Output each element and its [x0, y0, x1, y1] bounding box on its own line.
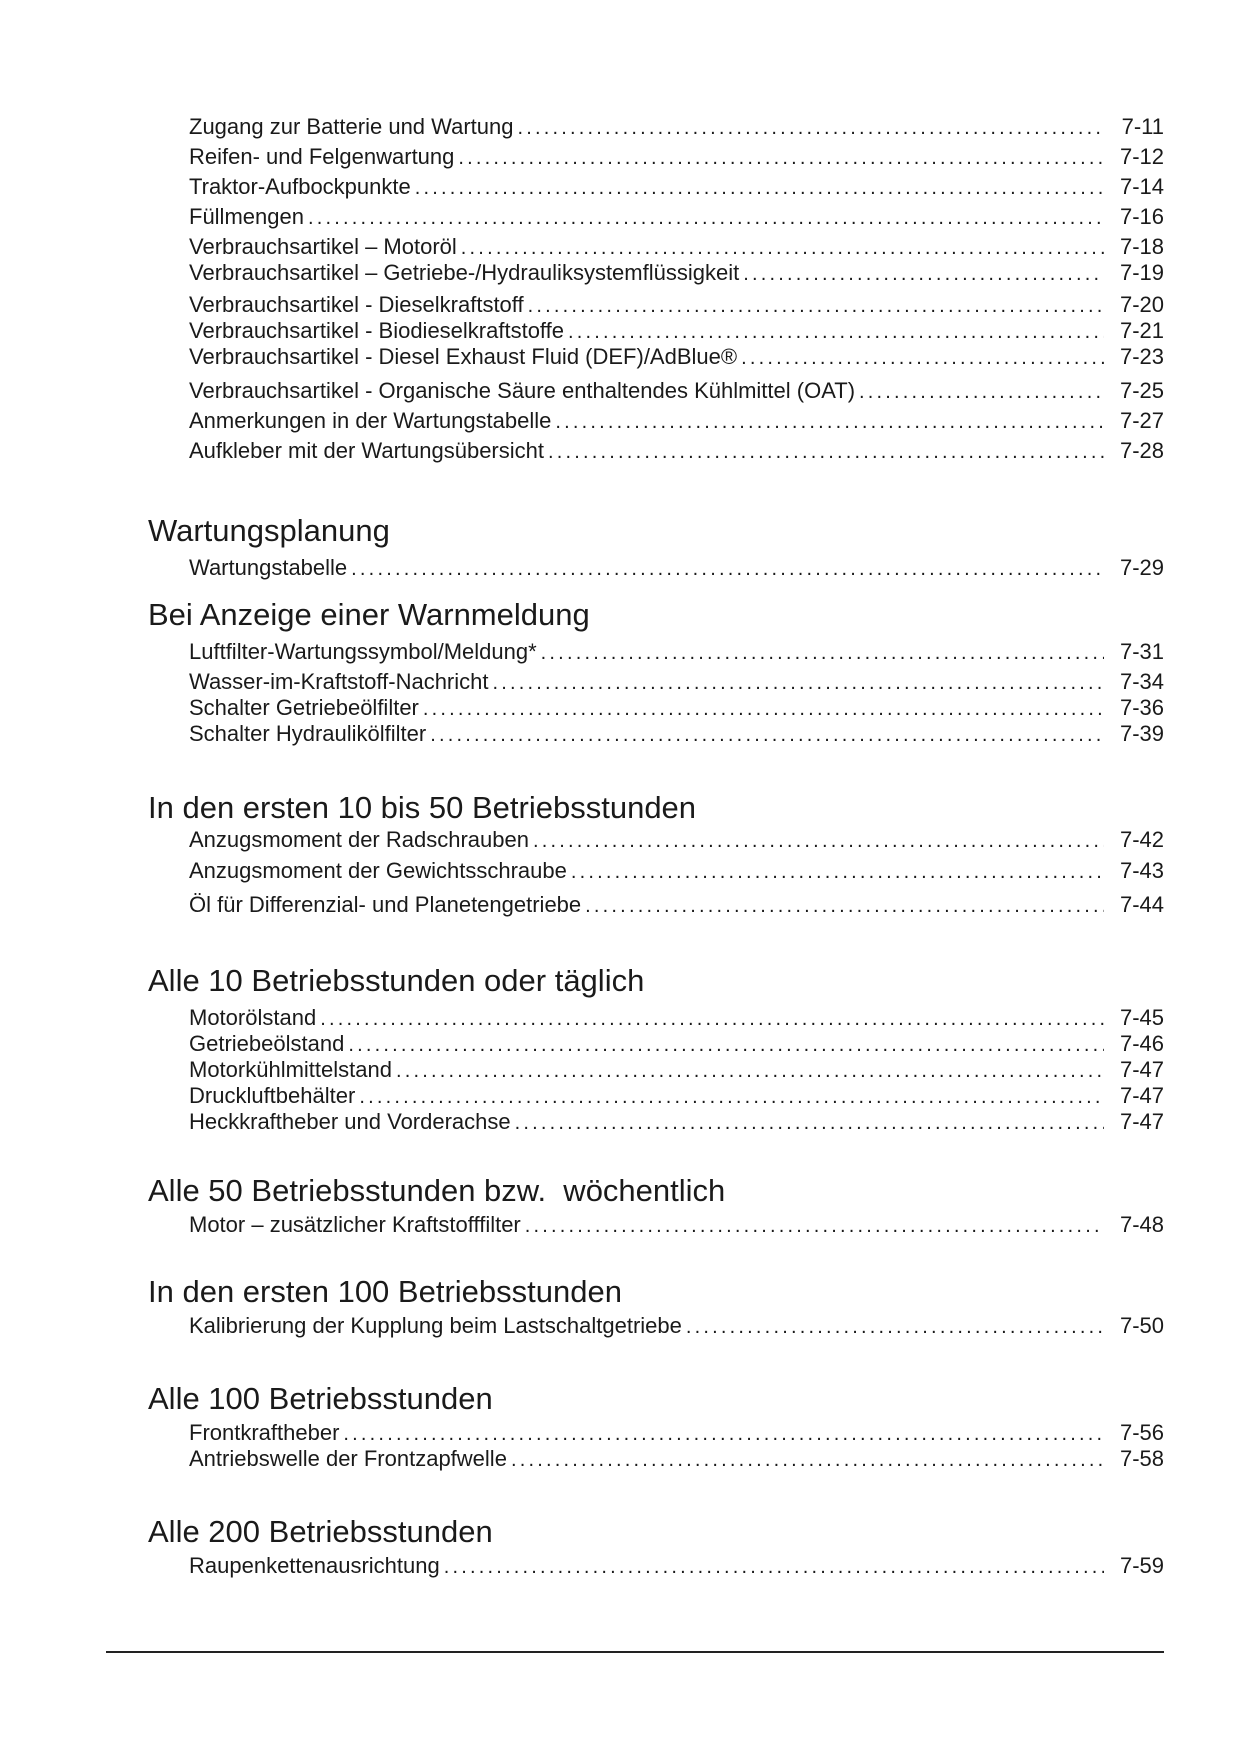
- toc-entry-label: Aufkleber mit der Wartungsübersicht: [189, 438, 544, 463]
- toc-entry[interactable]: [189, 1210, 1164, 1238]
- toc-entry-label: Reifen- und Felgenwartung: [189, 144, 455, 169]
- toc-entry-page: 7-39: [1119, 721, 1164, 746]
- toc-entry[interactable]: [189, 290, 1164, 318]
- leader-dots: [320, 1007, 1104, 1031]
- toc-entry-page: 7-25: [1119, 378, 1164, 403]
- toc-entry[interactable]: [189, 436, 1164, 464]
- leader-dots: [585, 894, 1104, 918]
- section-heading: Alle 10 Betriebsstunden oder täglich: [148, 963, 645, 998]
- toc-entry-label: Zugang zur Batterie und Wartung: [189, 114, 514, 139]
- toc-entry[interactable]: [189, 1081, 1164, 1109]
- leader-dots: [430, 723, 1104, 747]
- toc-entry-page: 7-46: [1119, 1031, 1164, 1056]
- toc-entry-label: Motorölstand: [189, 1005, 317, 1030]
- toc-entry[interactable]: [189, 202, 1164, 230]
- toc-entry-page: 7-20: [1119, 292, 1164, 317]
- toc-entry[interactable]: [189, 406, 1164, 434]
- toc-entry-page: 7-47: [1119, 1057, 1164, 1082]
- leader-dots: [525, 1214, 1104, 1238]
- toc-entry-page: 7-21: [1119, 318, 1164, 343]
- footer-divider: [106, 1651, 1164, 1653]
- section-heading: Wartungsplanung: [148, 513, 390, 548]
- toc-entry[interactable]: [189, 1418, 1164, 1446]
- toc-entry-page: 7-45: [1119, 1005, 1164, 1030]
- toc-entry-label: Frontkraftheber: [189, 1420, 340, 1445]
- leader-dots: [741, 346, 1104, 370]
- toc-entry-label: Wasser-im-Kraftstoff-Nachricht: [189, 669, 489, 694]
- toc-entry-label: Verbrauchsartikel - Dieselkraftstoff: [189, 292, 524, 317]
- toc-entry-label: Verbrauchsartikel - Biodieselkraftstoffe: [189, 318, 564, 343]
- leader-dots: [568, 320, 1104, 344]
- toc-entry-page: 7-34: [1119, 669, 1164, 694]
- toc-entry-page: 7-48: [1119, 1212, 1164, 1237]
- toc-entry-page: 7-50: [1119, 1313, 1164, 1338]
- toc-entry[interactable]: [189, 1311, 1164, 1339]
- toc-entry-page: 7-27: [1119, 408, 1164, 433]
- leader-dots: [859, 380, 1104, 404]
- toc-entry-label: Antriebswelle der Frontzapfwelle: [189, 1446, 507, 1471]
- leader-dots: [444, 1555, 1104, 1579]
- toc-entry-label: Raupenkettenausrichtung: [189, 1553, 440, 1578]
- toc-entry-page: 7-14: [1119, 174, 1164, 199]
- leader-dots: [541, 641, 1104, 665]
- toc-entry-page: 7-36: [1119, 695, 1164, 720]
- toc-entry-page: 7-16: [1119, 204, 1164, 229]
- toc-entry-label: Anmerkungen in der Wartungstabelle: [189, 408, 552, 433]
- toc-entry[interactable]: [189, 553, 1164, 581]
- toc-entry-label: Kalibrierung der Kupplung beim Lastschaltgetriebe: [189, 1313, 682, 1338]
- toc-entry[interactable]: [189, 376, 1164, 404]
- toc-entry-page: 7-23: [1119, 344, 1164, 369]
- toc-entry-label: Luftfilter-Wartungssymbol/Meldung*: [189, 639, 537, 664]
- section-heading: Alle 200 Betriebsstunden: [148, 1514, 493, 1549]
- toc-entry[interactable]: [189, 316, 1164, 344]
- leader-dots: [396, 1059, 1104, 1083]
- leader-dots: [528, 294, 1104, 318]
- toc-entry[interactable]: [189, 719, 1164, 747]
- section-heading: Bei Anzeige einer Warnmeldung: [148, 597, 590, 632]
- toc-entry-page: 7-47: [1119, 1109, 1164, 1134]
- leader-dots: [493, 671, 1105, 695]
- toc-entry[interactable]: [189, 1003, 1164, 1031]
- leader-dots: [415, 176, 1104, 200]
- toc-entry-label: Verbrauchsartikel – Getriebe-/Hydrauliksystemflüssigkeit: [189, 260, 740, 285]
- toc-entry-label: Anzugsmoment der Gewichtsschraube: [189, 858, 567, 883]
- toc-entry[interactable]: [189, 1107, 1164, 1135]
- section-heading: Alle 50 Betriebsstunden bzw. wöchentlich: [148, 1173, 726, 1208]
- toc-entry-label: Druckluftbehälter: [189, 1083, 356, 1108]
- toc-entry-page: 7-11: [1121, 114, 1164, 139]
- toc-entry-page: 7-44: [1119, 892, 1164, 917]
- leader-dots: [359, 1085, 1104, 1109]
- toc-entry-page: 7-12: [1119, 144, 1164, 169]
- toc-entry-label: Verbrauchsartikel – Motoröl: [189, 234, 457, 259]
- leader-dots: [348, 1033, 1104, 1057]
- toc-entry-label: Schalter Hydraulikölfilter: [189, 721, 427, 746]
- toc-entry-page: 7-47: [1119, 1083, 1164, 1108]
- toc-entry-page: 7-58: [1119, 1446, 1164, 1471]
- toc-entry-label: Schalter Getriebeölfilter: [189, 695, 419, 720]
- toc-entry-page: 7-18: [1119, 234, 1164, 259]
- leader-dots: [571, 860, 1104, 884]
- toc-entry-page: 7-19: [1119, 260, 1164, 285]
- toc-entry[interactable]: [189, 693, 1164, 721]
- toc-entry-label: Motorkühlmittelstand: [189, 1057, 392, 1082]
- leader-dots: [343, 1422, 1104, 1446]
- section-heading: In den ersten 10 bis 50 Betriebsstunden: [148, 790, 697, 825]
- toc-entry-label: Öl für Differenzial- und Planetengetriebe: [189, 892, 582, 917]
- toc-entry[interactable]: [189, 637, 1164, 665]
- toc-entry[interactable]: [189, 142, 1164, 170]
- toc-entry[interactable]: [189, 258, 1164, 286]
- toc-entry-label: Getriebeölstand: [189, 1031, 345, 1056]
- leader-dots: [458, 146, 1104, 170]
- section-heading: Alle 100 Betriebsstunden: [148, 1381, 493, 1416]
- toc-entry-page: 7-31: [1119, 639, 1164, 664]
- toc-entry[interactable]: [189, 890, 1164, 918]
- toc-entry[interactable]: [189, 172, 1164, 200]
- toc-entry[interactable]: [189, 856, 1164, 884]
- toc-entry-label: Verbrauchsartikel - Diesel Exhaust Fluid (DEF)/AdBlue®: [189, 344, 738, 369]
- toc-entry[interactable]: [189, 1029, 1164, 1057]
- leader-dots: [511, 1448, 1104, 1472]
- leader-dots: [461, 236, 1104, 260]
- toc-entry-label: Anzugsmoment der Radschrauben: [189, 827, 529, 852]
- leader-dots: [743, 262, 1104, 286]
- leader-dots: [686, 1315, 1104, 1339]
- toc-entry-label: Heckkraftheber und Vorderachse: [189, 1109, 511, 1134]
- leader-dots: [533, 829, 1104, 853]
- toc-entry[interactable]: [189, 825, 1164, 853]
- toc-entry-label: Traktor-Aufbockpunkte: [189, 174, 411, 199]
- toc-entry-label: Verbrauchsartikel - Organische Säure enthaltendes Kühlmittel (OAT): [189, 378, 856, 403]
- toc-entry-page: 7-59: [1119, 1553, 1164, 1578]
- toc-entry[interactable]: [189, 342, 1164, 370]
- leader-dots: [515, 1111, 1104, 1135]
- toc-entry-page: 7-56: [1119, 1420, 1164, 1445]
- toc-entry-label: Wartungstabelle: [189, 555, 348, 580]
- toc-entry[interactable]: [189, 112, 1164, 140]
- toc-entry[interactable]: [189, 667, 1164, 695]
- toc-entry[interactable]: [189, 1055, 1164, 1083]
- toc-entry[interactable]: [189, 232, 1164, 260]
- toc-entry[interactable]: [189, 1444, 1164, 1472]
- toc-entry[interactable]: [189, 1551, 1164, 1579]
- toc-entry-label: Füllmengen: [189, 204, 304, 229]
- leader-dots: [351, 557, 1104, 581]
- leader-dots: [517, 116, 1104, 140]
- section-heading: In den ersten 100 Betriebsstunden: [148, 1274, 622, 1309]
- leader-dots: [423, 697, 1104, 721]
- leader-dots: [555, 410, 1104, 434]
- toc-entry-page: 7-42: [1119, 827, 1164, 852]
- toc-entry-page: 7-29: [1119, 555, 1164, 580]
- leader-dots: [308, 206, 1104, 230]
- leader-dots: [548, 440, 1104, 464]
- toc-entry-label: Motor – zusätzlicher Kraftstofffilter: [189, 1212, 521, 1237]
- toc-entry-page: 7-43: [1119, 858, 1164, 883]
- toc-entry-page: 7-28: [1119, 438, 1164, 463]
